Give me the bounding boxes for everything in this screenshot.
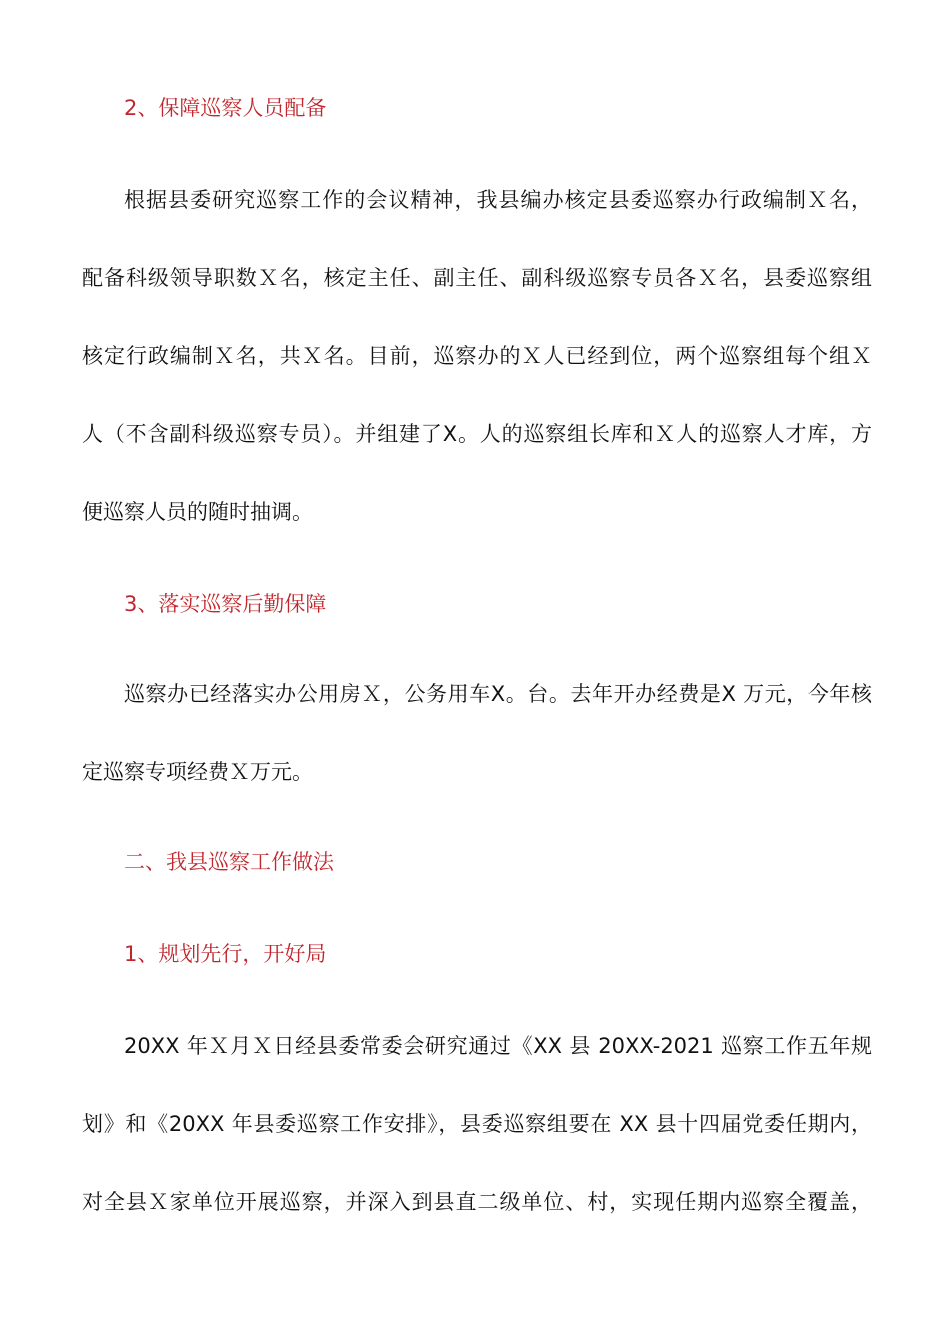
paragraph-line: 巡察办已经落实办公用房Ｘ，公务用车X。台。去年开办经费是X 万元，今年核 [124, 682, 872, 706]
paragraph-line: 根据县委研究巡察工作的会议精神，我县编办核定县委巡察办行政编制Ｘ名， [124, 188, 872, 212]
paragraph-line: 核定行政编制Ｘ名，共Ｘ名。目前，巡察办的Ｘ人已经到位，两个巡察组每个组Ｘ [82, 344, 872, 368]
section-heading-planning: 1、规划先行，开好局 [124, 942, 327, 966]
paragraph-line: 便巡察人员的随时抽调。 [82, 500, 313, 524]
paragraph-line: 对全县Ｘ家单位开展巡察，并深入到县直二级单位、村，实现任期内巡察全覆盖， [82, 1190, 872, 1214]
chapter-heading-practice: 二、我县巡察工作做法 [124, 850, 334, 874]
section-heading-staffing: 2、保障巡察人员配备 [124, 96, 327, 120]
paragraph-line: 划》和《20XX 年县委巡察工作安排》，县委巡察组要在 XX 县十四届党委任期内， [82, 1112, 872, 1136]
paragraph-line: 人（不含副科级巡察专员）。并组建了X。人的巡察组长库和Ｘ人的巡察人才库，方 [82, 422, 872, 446]
section-heading-logistics: 3、落实巡察后勤保障 [124, 592, 327, 616]
paragraph-line: 20XX 年Ｘ月Ｘ日经县委常委会研究通过《XX 县 20XX-2021 巡察工作五年规 [124, 1034, 872, 1058]
paragraph-line: 配备科级领导职数Ｘ名，核定主任、副主任、副科级巡察专员各Ｘ名，县委巡察组 [82, 266, 872, 290]
paragraph-line: 定巡察专项经费Ｘ万元。 [82, 760, 313, 784]
